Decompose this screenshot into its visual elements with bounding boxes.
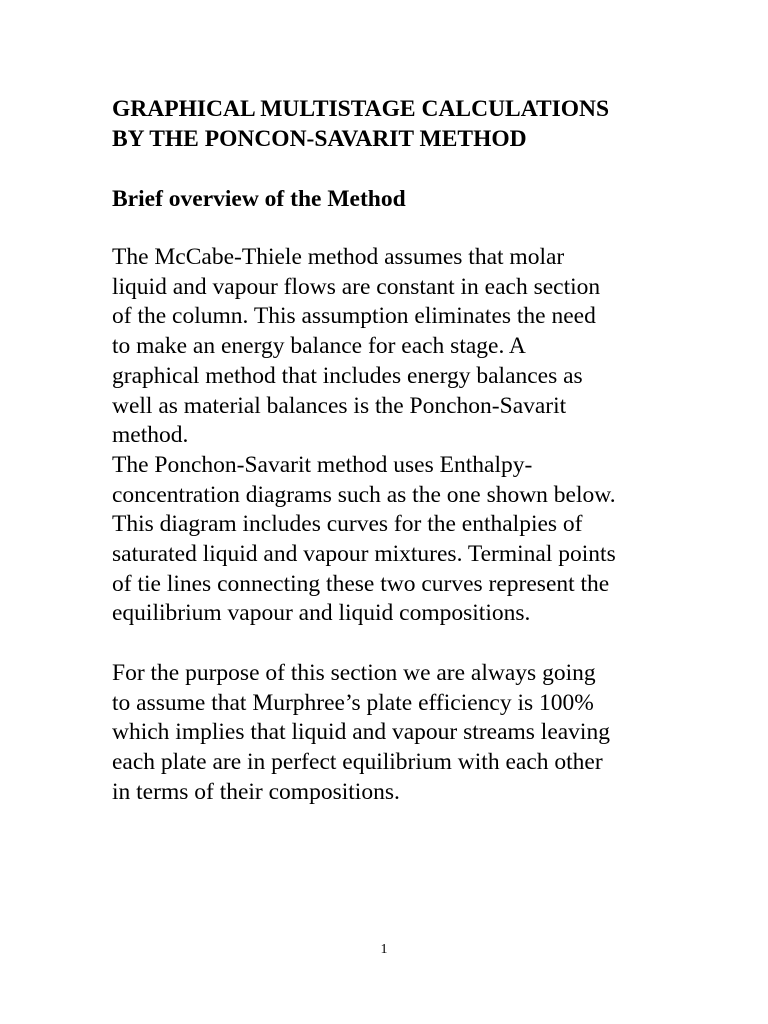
text-line: This diagram includes curves for the enthalpies of (112, 511, 583, 538)
text-line: each plate are in perfect equilibrium with each other (112, 749, 603, 776)
assumption-paragraph (112, 659, 672, 808)
text-line: in terms of their compositions. (112, 778, 400, 805)
document-title (112, 94, 672, 154)
text-line: equilibrium vapour and liquid compositions. (112, 600, 531, 627)
overview-paragraph (112, 243, 672, 629)
title-line: BY THE PONCON-SAVARIT METHOD (112, 126, 527, 152)
text-line: method. (112, 422, 189, 449)
text-line: of tie lines connecting these two curves represent the (112, 570, 610, 597)
text-line: The McCabe-Thiele method assumes that molar (112, 244, 565, 270)
text-line: saturated liquid and vapour mixtures. Terminal points (112, 541, 616, 568)
text-line: to make an energy balance for each stage. A (112, 333, 526, 360)
text-line: which implies that liquid and vapour streams leaving (112, 719, 610, 746)
text-line: to assume that Murphree’s plate efficiency is 100% (112, 689, 594, 716)
text-line: The Ponchon-Savarit method uses Enthalpy- (112, 451, 533, 478)
text-line: well as material balances is the Ponchon-Savarit (112, 392, 567, 419)
text-line: concentration diagrams such as the one shown below. (112, 481, 616, 508)
text-line: For the purpose of this section we are always going (112, 660, 596, 686)
text-line: graphical method that includes energy balances as (112, 362, 583, 389)
page-number: 1 (380, 942, 388, 957)
title-line: GRAPHICAL MULTISTAGE CALCULATIONS (112, 96, 610, 122)
text-line: of the column. This assumption eliminates the need (112, 303, 596, 330)
section-heading: Brief overview of the Method (112, 186, 406, 212)
text-line: liquid and vapour flows are constant in each section (112, 273, 601, 300)
